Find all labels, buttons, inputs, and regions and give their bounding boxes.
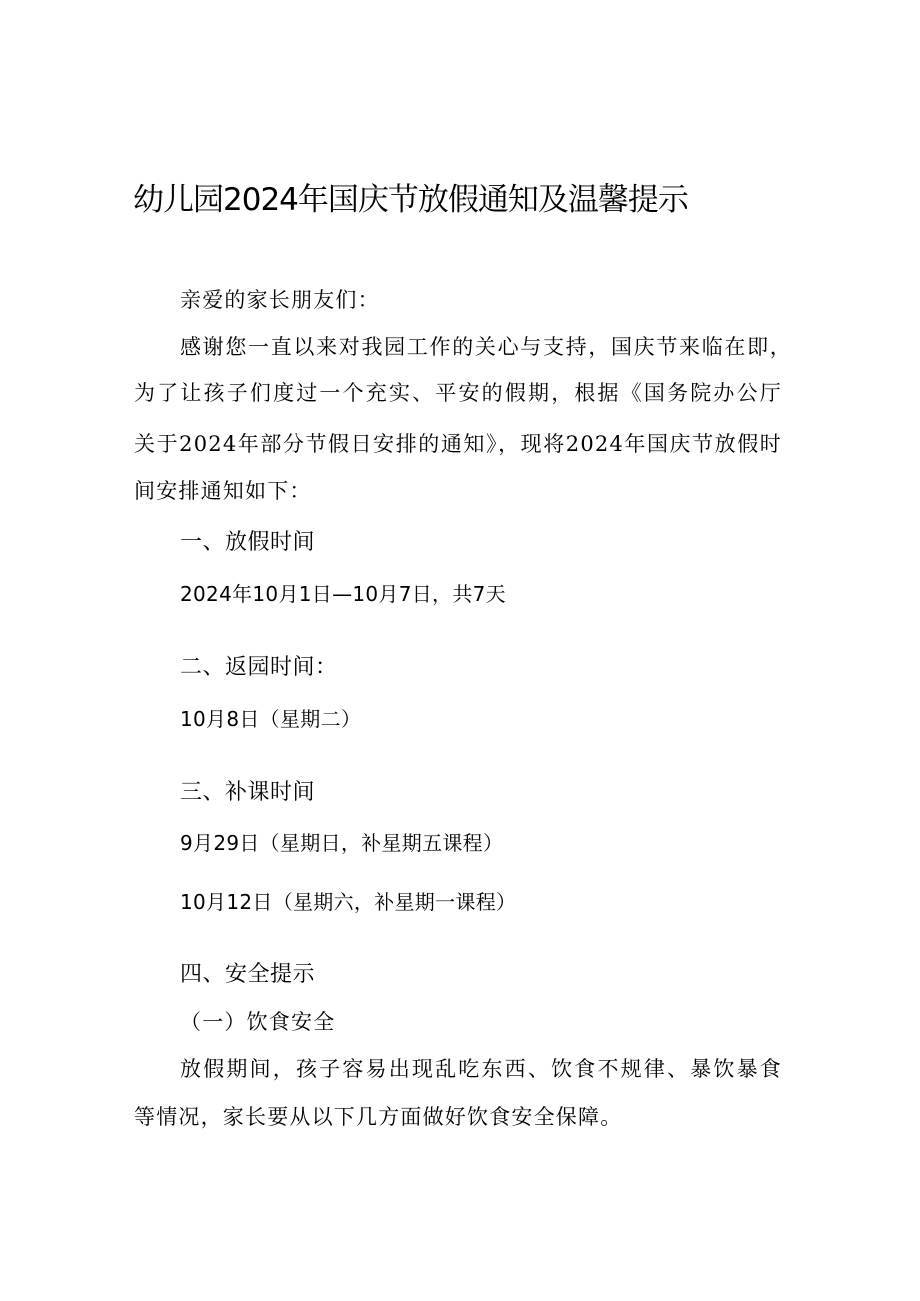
safety-line-2: 等情况，家长要从以下几方面做好饮食安全保障。 — [134, 1105, 623, 1129]
section-heading-safety: 四、安全提示 — [180, 962, 316, 987]
section-heading-makeup: 三、补课时间 — [180, 780, 316, 805]
makeup-date-2: 10月12日（星期六，补星期一课程） — [180, 890, 517, 914]
makeup-date-1: 9月29日（星期日，补星期五课程） — [180, 831, 504, 855]
intro-line-4: 间安排通知如下： — [134, 479, 312, 503]
greeting: 亲爱的家长朋友们： — [180, 288, 380, 312]
return-date: 10月8日（星期二） — [180, 707, 362, 731]
safety-line-1: 放假期间，孩子容易出现乱吃东西、饮食不规律、暴饮暴食 — [180, 1057, 782, 1081]
safety-subheading-food: （一）饮食安全 — [180, 1010, 336, 1034]
holiday-dates: 2024年10月1日—10月7日，共7天 — [180, 582, 506, 606]
intro-line-2: 为了让孩子们度过一个充实、平安的假期，根据《国务院办公厅 — [134, 381, 782, 405]
document-title: 幼儿园2024年国庆节放假通知及温馨提示 — [133, 182, 688, 218]
intro-line-3: 关于2024年部分节假日安排的通知》，现将2024年国庆节放假时 — [134, 432, 782, 456]
intro-line-1: 感谢您一直以来对我园工作的关心与支持，国庆节来临在即， — [180, 335, 792, 359]
section-heading-holiday: 一、放假时间 — [180, 530, 316, 555]
section-heading-return: 二、返园时间： — [180, 655, 338, 680]
